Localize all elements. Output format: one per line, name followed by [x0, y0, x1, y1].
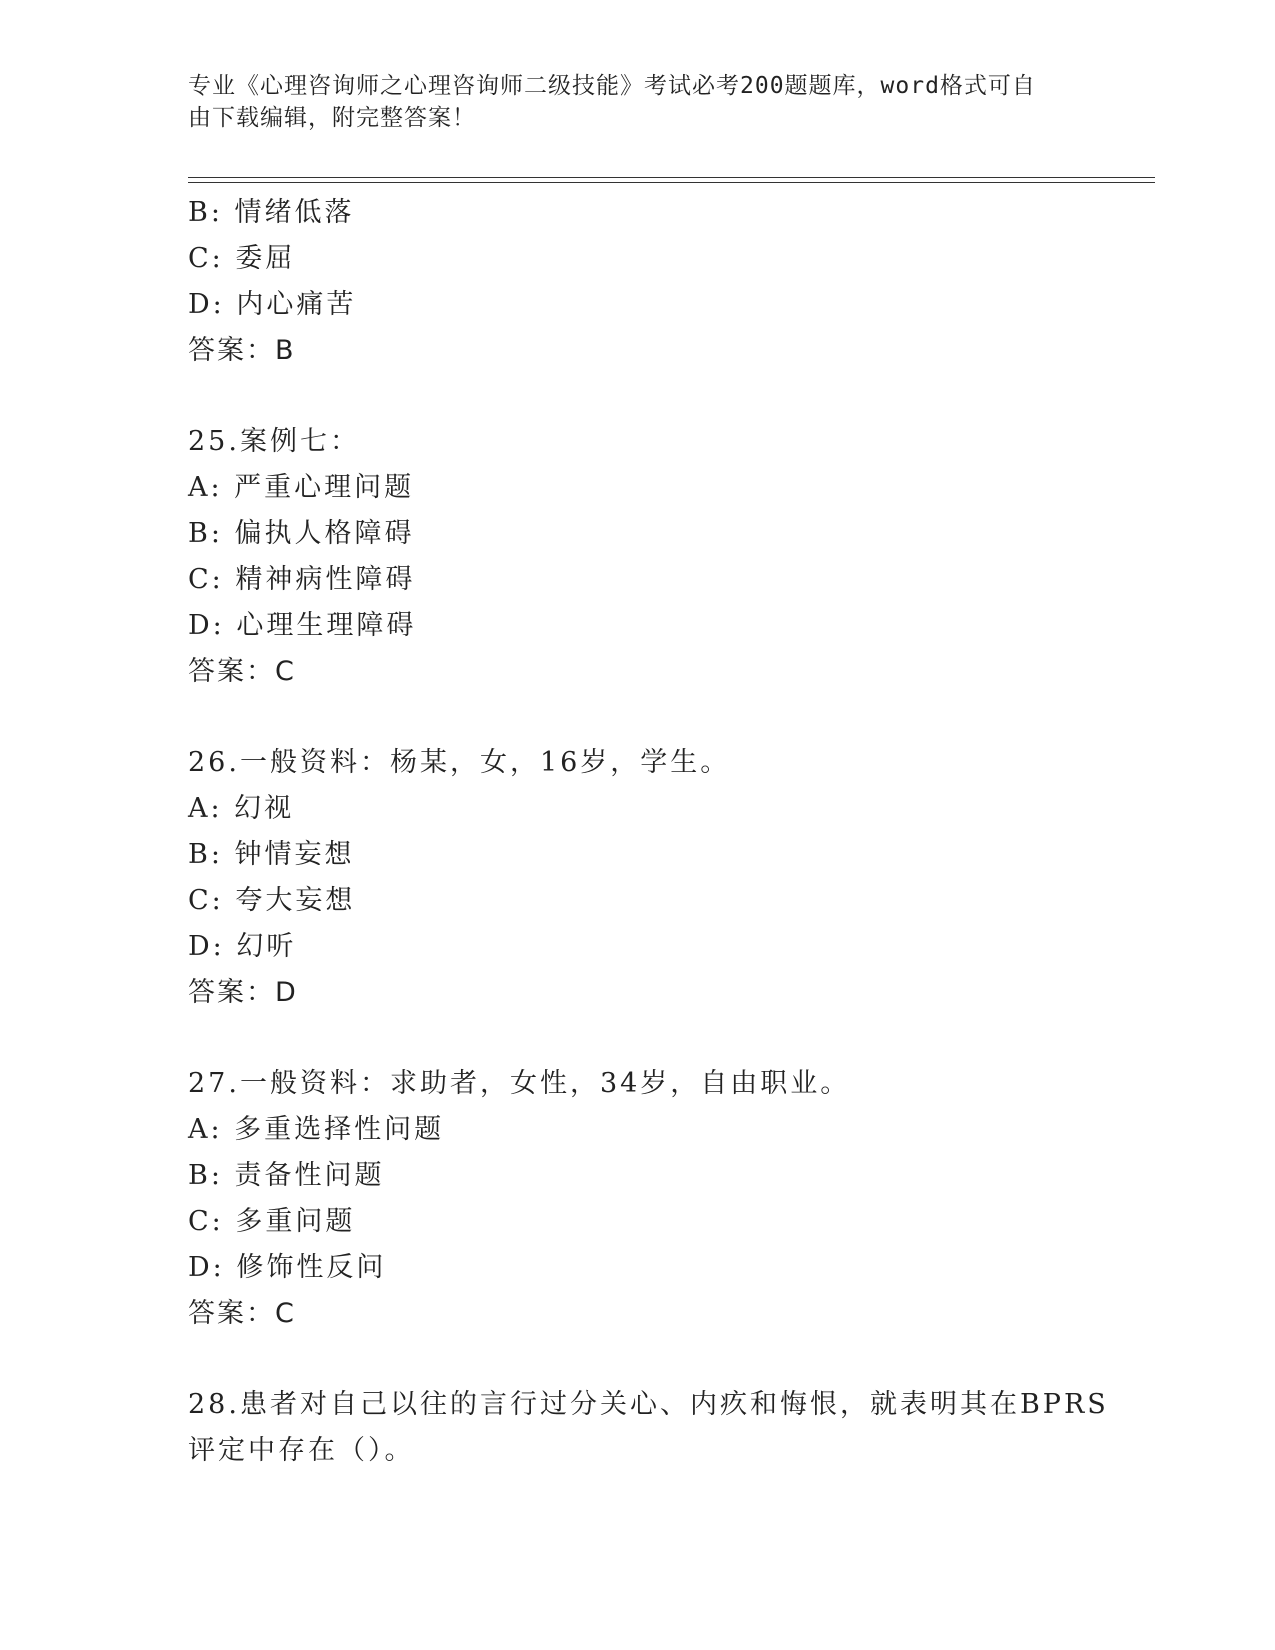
question-stem-line-1: 28.患者对自己以往的言行过分关心、内疚和悔恨，就表明其在BPRS: [188, 1389, 1109, 1420]
option-a: A: 幻视: [188, 793, 295, 824]
option-d: D: 内心痛苦: [188, 289, 357, 320]
option-d: D: 幻听: [188, 931, 297, 962]
option-a: A: 多重选择性问题: [188, 1114, 445, 1145]
answer-line: 答案：C: [188, 1298, 296, 1329]
question-25: [188, 419, 1088, 695]
answer-line: 答案：D: [188, 977, 298, 1008]
answer-line: 答案：C: [188, 656, 296, 687]
option-c: C: 精神病性障碍: [188, 564, 416, 595]
option-d: D: 心理生理障碍: [188, 610, 417, 641]
option-b: B: 钟情妄想: [188, 839, 355, 870]
question-28: [188, 1382, 1109, 1474]
header-line-1: 专业《心理咨询师之心理咨询师二级技能》考试必考200题题库，word格式可自: [188, 73, 1036, 99]
question-fragment: [188, 190, 1088, 374]
document-header: [188, 70, 1068, 134]
question-stem: 26.一般资料：杨某，女，16岁，学生。: [188, 747, 731, 778]
option-c: C: 夸大妄想: [188, 885, 356, 916]
header-line-2: 由下载编辑，附完整答案！: [188, 105, 476, 131]
question-list: [188, 190, 1109, 1474]
option-a: A: 严重心理问题: [188, 472, 415, 503]
option-b: B: 偏执人格障碍: [188, 518, 415, 549]
option-b: B: 情绪低落: [188, 197, 355, 228]
header-divider-bottom: [188, 182, 1155, 183]
option-d: D: 修饰性反问: [188, 1252, 387, 1283]
question-stem: 27.一般资料：求助者，女性，34岁，自由职业。: [188, 1068, 851, 1099]
question-27: [188, 1061, 1088, 1337]
answer-line: 答案：B: [188, 335, 296, 366]
option-b: B: 责备性问题: [188, 1160, 385, 1191]
option-c: C: 多重问题: [188, 1206, 356, 1237]
question-stem: 25.案例七：: [188, 426, 360, 457]
question-stem-line-2: 评定中存在（）。: [188, 1435, 415, 1466]
option-c: C: 委屈: [188, 243, 296, 274]
header-divider-top: [188, 177, 1155, 178]
question-26: [188, 740, 1088, 1016]
